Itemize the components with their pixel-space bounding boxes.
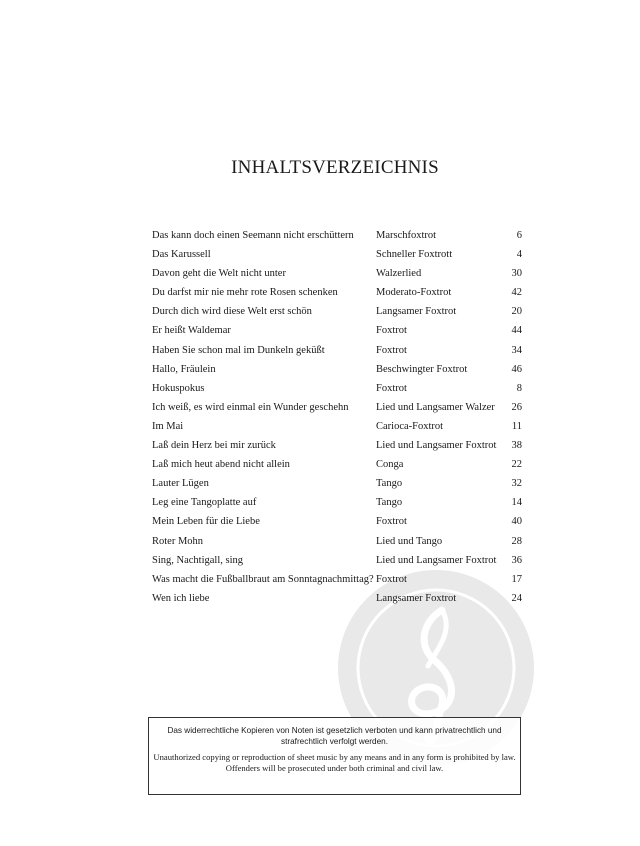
dance-style: Foxtrot: [376, 516, 407, 528]
toc-row: [152, 321, 522, 340]
song-title: Wen ich liebe: [152, 592, 210, 604]
toc-row: [152, 570, 522, 589]
dance-style: Foxtrot: [376, 344, 407, 356]
dance-style: Langsamer Foxtrot: [376, 592, 457, 604]
toc-row: [152, 417, 522, 436]
toc-row: [152, 398, 522, 417]
page-number: 11: [511, 420, 522, 432]
page-number: 17: [511, 573, 522, 585]
dance-style: Beschwingter Foxtrot: [376, 363, 468, 375]
dance-style: Foxtrot: [376, 382, 407, 394]
dance-style: Moderato-Foxtrot: [376, 287, 452, 299]
page-title: INHALTSVERZEICHNIS: [231, 157, 439, 178]
song-title: Sing, Nachtigall, sing: [152, 554, 243, 566]
page-number: 30: [511, 268, 522, 280]
toc-row: [152, 226, 522, 245]
song-title: Ich weiß, es wird einmal ein Wunder geschehn: [152, 401, 349, 413]
song-title: Lauter Lügen: [152, 478, 209, 490]
song-title: Leg eine Tangoplatte auf: [152, 497, 257, 509]
page-number: 44: [511, 325, 522, 337]
toc-row: [152, 379, 522, 398]
page-number: 20: [511, 306, 522, 318]
toc-row: [152, 436, 522, 455]
page-number: 38: [511, 440, 522, 452]
toc-row: [152, 474, 522, 493]
song-title: Im Mai: [152, 420, 184, 432]
song-title: Er heißt Waldemar: [152, 325, 231, 337]
table-of-contents: [152, 226, 522, 608]
dance-style: Lied und Langsamer Walzer: [376, 401, 495, 413]
song-title: Hallo, Fräulein: [152, 363, 216, 375]
song-title: Das kann doch einen Seemann nicht erschüttern: [152, 230, 354, 241]
toc-row: [152, 532, 522, 551]
song-title: Du darfst mir nie mehr rote Rosen schenken: [152, 287, 338, 299]
dance-style: Langsamer Foxtrot: [376, 306, 457, 318]
toc-row: [152, 493, 522, 512]
dance-style: Conga: [376, 459, 404, 471]
toc-row: [152, 589, 522, 608]
song-title: Davon geht die Welt nicht unter: [152, 268, 286, 280]
toc-row: [152, 302, 522, 321]
song-title: Haben Sie schon mal im Dunkeln geküßt: [152, 344, 325, 356]
dance-style: Foxtrot: [376, 573, 407, 585]
page-number: 46: [511, 363, 522, 375]
page-number: 6: [516, 230, 522, 241]
dance-style: Lied und Langsamer Foxtrot: [376, 554, 497, 566]
toc-row: [152, 360, 522, 379]
page-number: 32: [511, 478, 522, 490]
page-number: 14: [511, 497, 522, 509]
notice-german: Das widerrechtliche Kopieren von Noten ist gesetzlich verboten und kann privatrechtlich und strafrechtlich verfolgt werden.: [167, 726, 502, 746]
dance-style: Marschfoxtrot: [376, 230, 437, 241]
dance-style: Carioca-Foxtrot: [376, 420, 444, 432]
toc-row: [152, 455, 522, 474]
dance-style: Tango: [376, 478, 403, 490]
copyright-notice: [148, 717, 521, 795]
song-title: Hokuspokus: [152, 382, 205, 394]
song-title: Laß mich heut abend nicht allein: [152, 459, 290, 471]
song-title: Durch dich wird diese Welt erst schön: [152, 306, 312, 318]
page-number: 24: [511, 592, 522, 604]
page-number: 26: [511, 401, 522, 413]
page-number: 36: [511, 554, 522, 566]
notice-english: Unauthorized copying or reproduction of sheet music by any means and in any form is prohibited by law. Offenders will be prosecuted under both criminal and civil law.: [153, 752, 516, 773]
toc-row: [152, 245, 522, 264]
dance-style: Tango: [376, 497, 403, 509]
page-number: 8: [516, 382, 522, 394]
dance-style: Lied und Tango: [376, 535, 443, 547]
toc-row: [152, 283, 522, 302]
page-number: 22: [511, 459, 522, 471]
page-number: 34: [511, 344, 522, 356]
page-number: 40: [511, 516, 522, 528]
song-title: Laß dein Herz bei mir zurück: [152, 440, 276, 452]
page-number: 4: [516, 249, 522, 261]
toc-row: [152, 264, 522, 283]
toc-row: [152, 341, 522, 360]
song-title: Mein Leben für die Liebe: [152, 516, 260, 528]
dance-style: Foxtrot: [376, 325, 407, 337]
toc-row: [152, 551, 522, 570]
toc-row: [152, 512, 522, 531]
dance-style: Schneller Foxtrott: [376, 249, 453, 261]
page-number: 28: [511, 535, 522, 547]
dance-style: Lied und Langsamer Foxtrot: [376, 440, 497, 452]
song-title: Roter Mohn: [152, 535, 204, 547]
page-number: 42: [511, 287, 522, 299]
song-title: Was macht die Fußballbraut am Sonntagnachmittag?: [152, 573, 374, 585]
dance-style: Walzerlied: [376, 268, 422, 280]
song-title: Das Karussell: [152, 249, 211, 261]
